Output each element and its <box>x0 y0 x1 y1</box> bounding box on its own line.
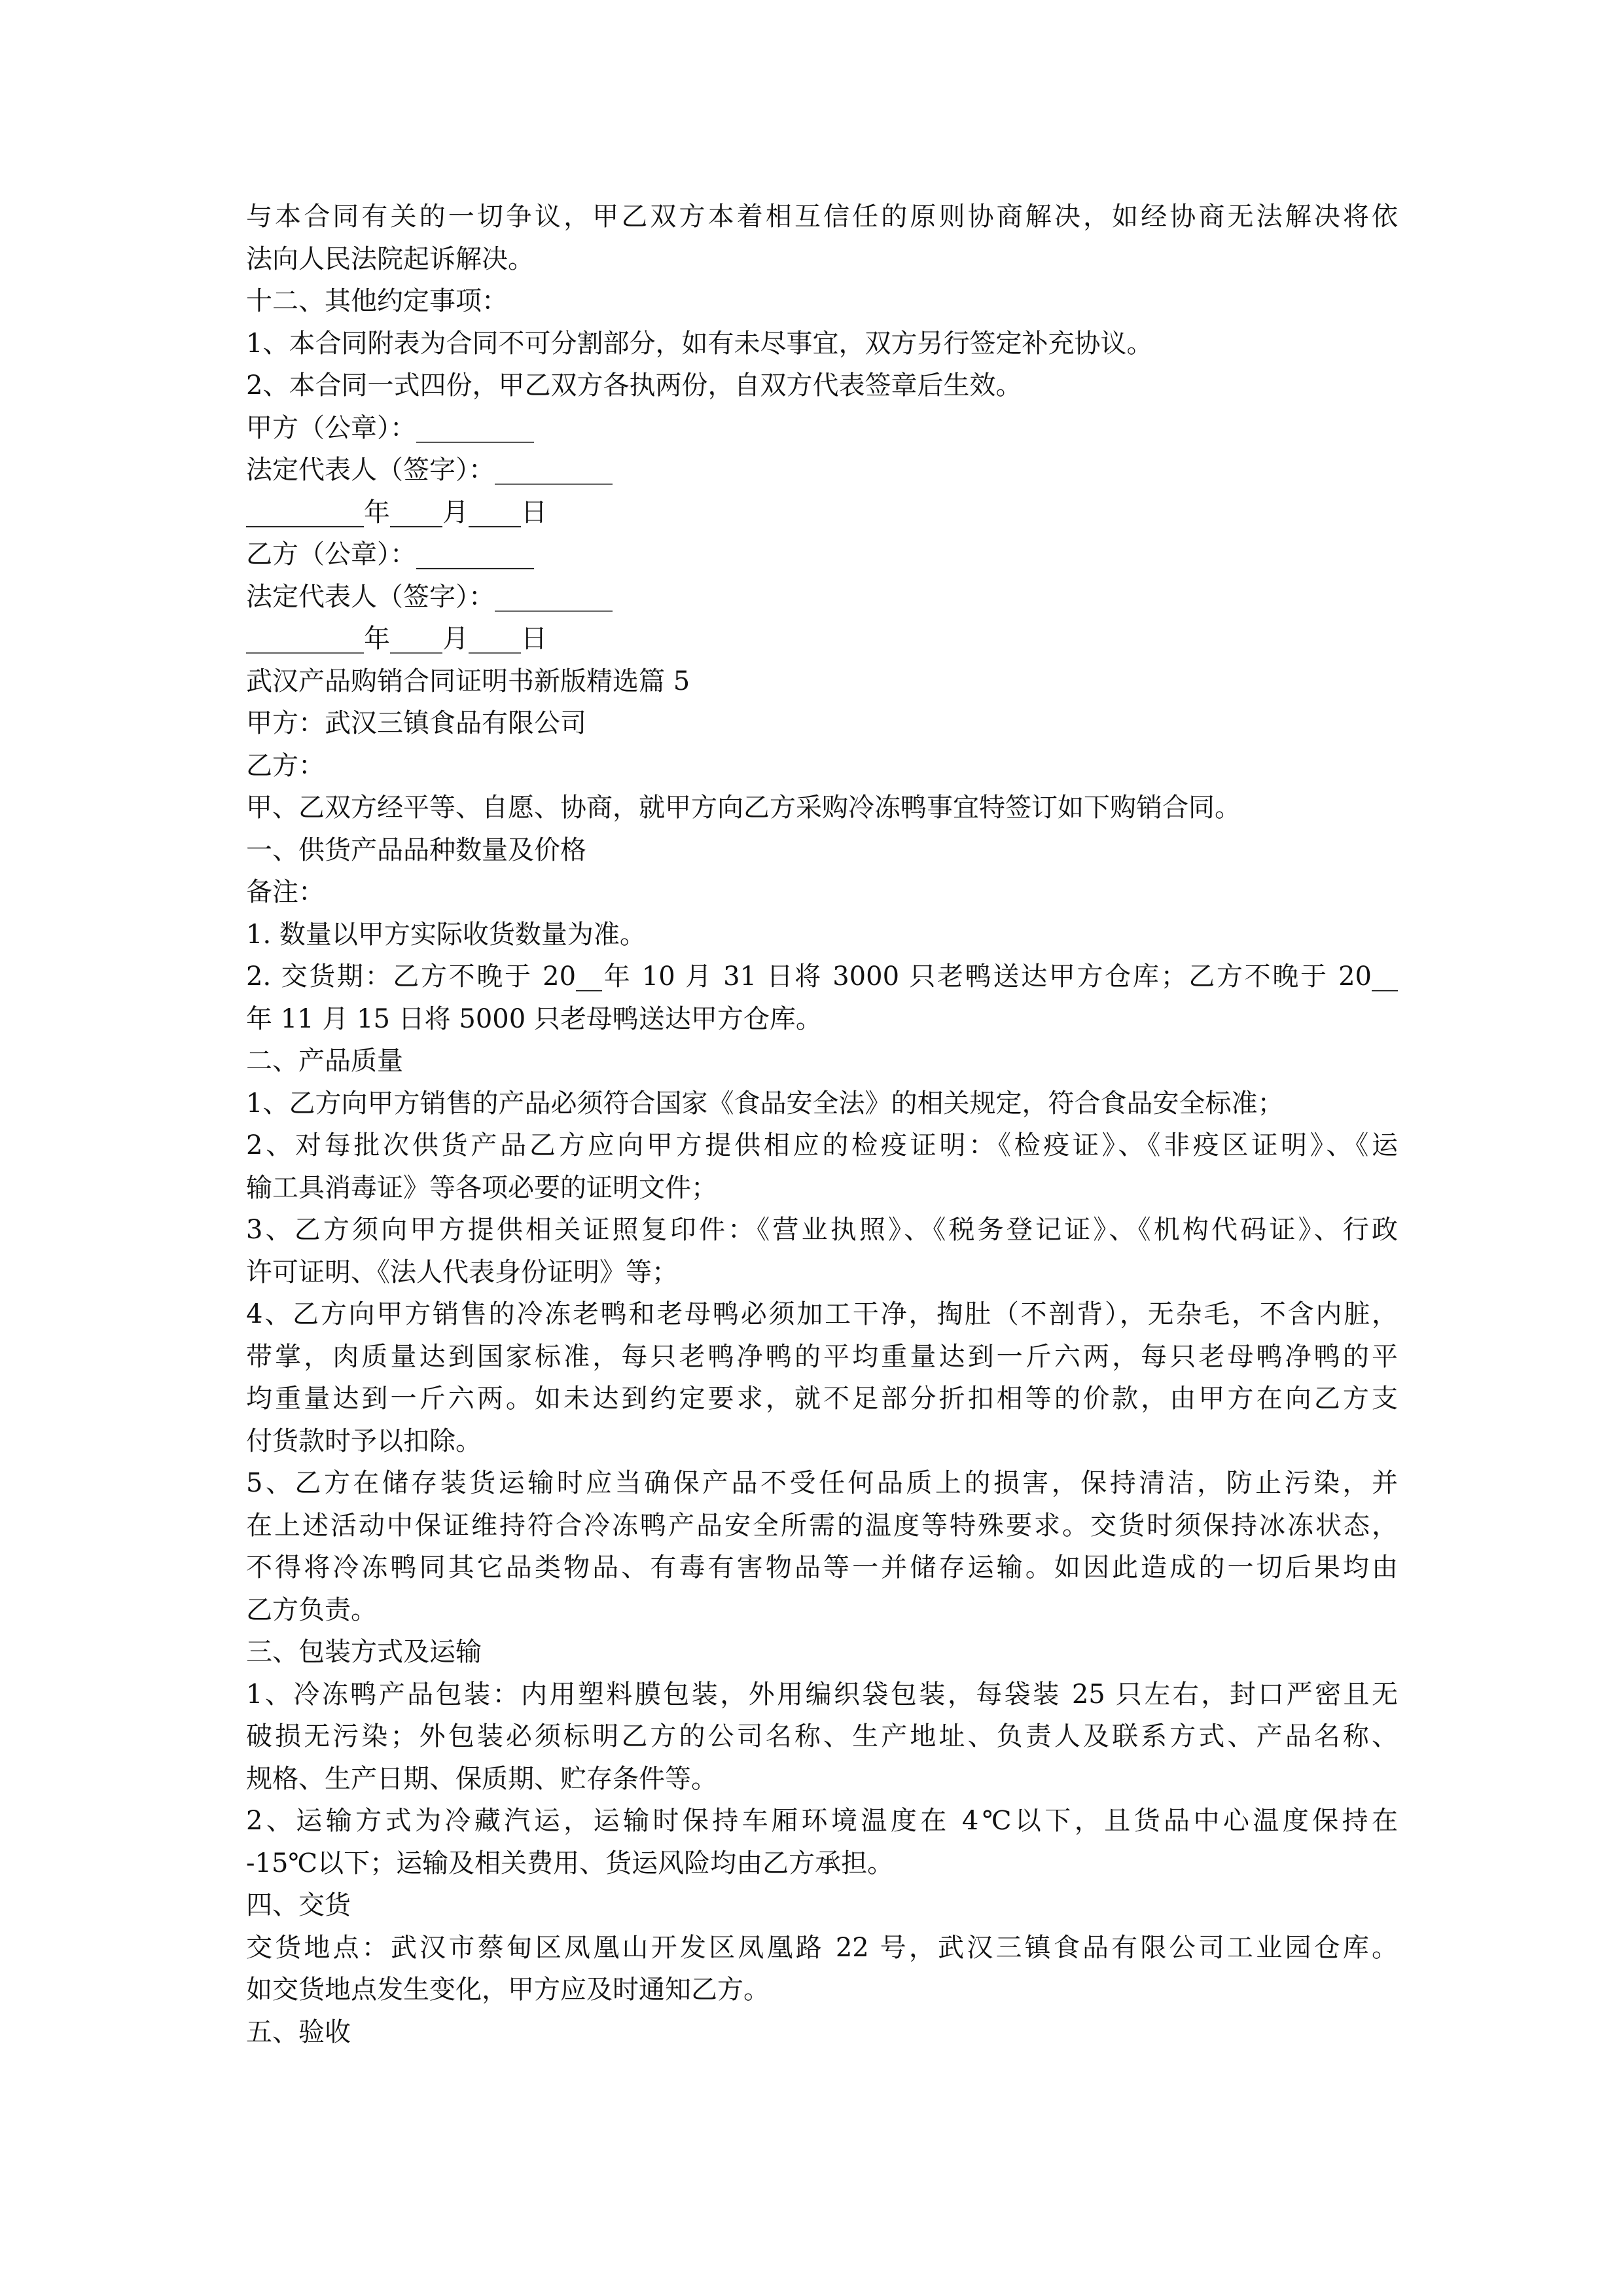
text-line: 2、本合同一式四份，甲乙双方各执两份，自双方代表签章后生效。 <box>246 370 1022 401</box>
text-line: 交货地点：武汉市蔡甸区凤凰山开发区凤凰路 22 号，武汉三镇食品有限公司工业园仓库。 <box>246 1932 1398 1963</box>
text-line: 1、本合同附表为合同不可分割部分，如有未尽事宜，双方另行签定补充协议。 <box>246 328 1153 359</box>
text-line: 与本合同有关的一切争议，甲乙双方本着相互信任的原则协商解决，如经协商无法解决将依 <box>246 202 1398 232</box>
text-line: 四、交货 <box>246 1890 351 1920</box>
text-line: 年 11 月 15 日将 5000 只老母鸭送达甲方仓库。 <box>246 1003 822 1034</box>
text-line: 5、乙方在储存装货运输时应当确保产品不受任何品质上的损害，保持清洁，防止污染，并 <box>246 1468 1398 1498</box>
text-line: 不得将冷冻鸭同其它品类物品、有毒有害物品等一并储存运输。如因此造成的一切后果均由 <box>246 1552 1398 1583</box>
text-line: 二、产品质量 <box>246 1046 403 1076</box>
text-line: 三、包装方式及运输 <box>246 1637 482 1667</box>
text-line: 武汉产品购销合同证明书新版精选篇 5 <box>246 666 690 696</box>
text-line: _________年____月____日 <box>246 624 547 654</box>
text-line: 五、验收 <box>246 2017 351 2047</box>
text-line: 在上述活动中保证维持符合冷冻鸭产品安全所需的温度等特殊要求。交货时须保持冰冻状态， <box>246 1510 1398 1541</box>
text-line: 许可证明、《法人代表身份证明》等； <box>246 1257 678 1287</box>
text-line: 4、乙方向甲方销售的冷冻老鸭和老母鸭必须加工干净，掏肚（不剖背），无杂毛，不含内脏， <box>246 1299 1398 1329</box>
text-line: 法定代表人（签字）：_________ <box>246 455 613 485</box>
document-page <box>246 196 1398 2053</box>
text-line: 均重量达到一斤六两。如未达到约定要求，就不足部分折扣相等的价款，由甲方在向乙方支 <box>246 1384 1398 1414</box>
text-line: 1、乙方向甲方销售的产品必须符合国家《食品安全法》的相关规定，符合食品安全标准； <box>246 1088 1284 1119</box>
text-line: 法定代表人（签字）：_________ <box>246 581 613 612</box>
text-line: _________年____月____日 <box>246 497 547 528</box>
text-line: 3、乙方须向甲方提供相关证照复印件：《营业执照》、《税务登记证》、《机构代码证》、行政 <box>246 1215 1398 1245</box>
text-line: 带掌，肉质量达到国家标准，每只老鸭净鸭的平均重量达到一斤六两，每只老母鸭净鸭的平 <box>246 1341 1398 1372</box>
text-line: 十二、其他约定事项： <box>246 286 508 316</box>
text-line: 输工具消毒证》等各项必要的证明文件； <box>246 1172 717 1203</box>
text-line: 备注： <box>246 877 325 907</box>
text-line: 甲方（公章）：_________ <box>246 412 534 443</box>
text-line: 2、对每批次供货产品乙方应向甲方提供相应的检疫证明：《检疫证》、《非疫区证明》、《运 <box>246 1130 1398 1160</box>
text-line: 1. 数量以甲方实际收货数量为准。 <box>246 919 646 950</box>
text-line: 付货款时予以扣除。 <box>246 1426 482 1456</box>
text-line: 乙方（公章）：_________ <box>246 539 534 569</box>
text-line: 一、供货产品品种数量及价格 <box>246 834 586 865</box>
text-line: 乙方负责。 <box>246 1594 377 1625</box>
text-line: 1、冷冻鸭产品包装：内用塑料膜包装，外用编织袋包装，每袋装 25 只左右，封口严密且无 <box>246 1679 1398 1710</box>
text-line: 乙方： <box>246 750 325 781</box>
text-line: 甲、乙双方经平等、自愿、协商，就甲方向乙方采购冷冻鸭事宜特签订如下购销合同。 <box>246 793 1241 823</box>
text-line: -15℃以下；运输及相关费用、货运风险均由乙方承担。 <box>246 1848 894 1878</box>
text-line: 甲方：武汉三镇食品有限公司 <box>246 708 586 738</box>
document-body <box>246 196 1398 2053</box>
text-line: 2、运输方式为冷藏汽运，运输时保持车厢环境温度在 4℃以下，且货品中心温度保持在 <box>246 1806 1398 1836</box>
text-line: 规格、生产日期、保质期、贮存条件等。 <box>246 1763 717 1794</box>
text-line: 破损无污染；外包装必须标明乙方的公司名称、生产地址、负责人及联系方式、产品名称、 <box>246 1721 1398 1751</box>
text-line: 法向人民法院起诉解决。 <box>246 243 534 274</box>
text-line: 如交货地点发生变化，甲方应及时通知乙方。 <box>246 1975 770 2005</box>
text-line: 2. 交货期：乙方不晚于 20__年 10 月 31 日将 3000 只老鸭送达甲方仓库；乙方不晚于 20__ <box>246 961 1398 992</box>
